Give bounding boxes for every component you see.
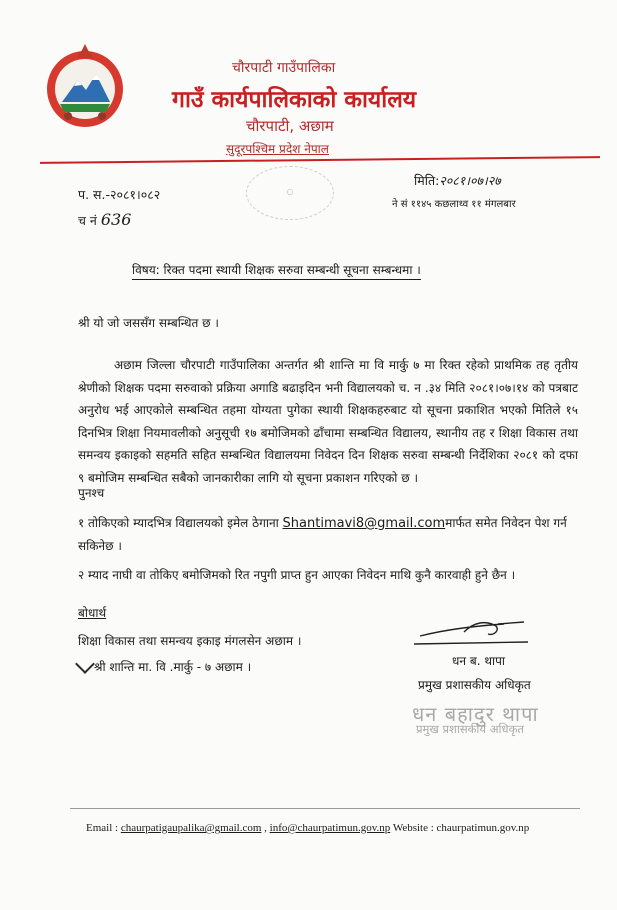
- org-province: सुदूरपश्चिम प्रदेश नेपाल: [226, 142, 329, 156]
- website-link[interactable]: chaurpatimun.gov.np: [436, 822, 530, 834]
- footer-separator: ,: [261, 822, 270, 834]
- title-stamp: प्रमुख प्रशासकीय अधिकृत: [416, 722, 524, 736]
- reference-number: प. स.-२०८१।०८२: [78, 187, 161, 202]
- postscript-item-1-text: १ तोकिएको म्यादभित्र विद्यालयको इमेल ठेगाना: [78, 516, 283, 530]
- cc-item-2: [78, 657, 251, 675]
- postscript-item-1: [78, 512, 578, 557]
- signature-icon: [404, 612, 532, 652]
- government-emblem-icon: [40, 42, 130, 132]
- date-value: २०८१।०७।२७: [439, 173, 501, 188]
- postscript-item-1-rest: मार्फत समेत निवेदन पेश गर्न सकिनेछ ।: [78, 516, 567, 553]
- school-email-link[interactable]: Shantimavi8@gmail.com: [282, 516, 446, 531]
- body-paragraph: अछाम जिल्ला चौरपाटी गाउँपालिका अन्तर्गत श्री शान्ति मा वि मार्कु ७ मा रिक्त रहेको प्राथमिक तह तृतीय श्रेणीको शिक्षक पदमा सरुवाको प्रक्रिया अगाडि बढाइदिन भनी विद्यालयको च. न .३४ मिति २०८१।०७।१४ को पत्रबाट अनुरोध भई आएकोले सम्बन्धित तहमा योग्यता पुगेका स्थायी शिक्षकहरुबाट यो सूचना प्रकाशित भएको मितिले १५ दिनभित्र शिक्षा नियमावलीको अनुसूची १७ बमोजिमको ढाँचामा सम्बन्धित विद्यालय, स्थानीय तह र शिक्षा विकास तथा समन्वय इकाइको सहमति सहित सम्बन्धित विद्यालयमा निवेदन दिन शिक्षक सरुवा सम्बन्धी निर्देशिका २०८१ को दफा ९ बमोजिम सम्बन्धित सबैको जानकारीका लागि यो सूचना प्रकाशन गरिएको छ ।: [78, 358, 578, 485]
- checkmark-icon: [75, 654, 95, 674]
- subject: विषय: रिक्त पदमा स्थायी शिक्षक सरुवा सम्बन्धी सूचना सम्बन्धमा ।: [132, 261, 421, 280]
- nepal-sambat-date: ने सं ११४५ कछलाथ्व ११ मंगलबार: [392, 199, 516, 210]
- email-link-2[interactable]: info@chaurpatimun.gov.np: [269, 822, 391, 834]
- signatory-title: प्रमुख प्रशासकीय अधिकृत: [418, 678, 531, 692]
- cc-item-1: शिक्षा विकास तथा समन्वय इकाइ मंगलसेन अछाम ।: [78, 634, 302, 648]
- org-location: चौरपाटी, अछाम: [246, 117, 334, 135]
- date-label: मिति:: [414, 173, 440, 188]
- name-stamp: धन बहादुर थापा: [412, 702, 539, 726]
- faint-stamp-icon: ○: [246, 166, 334, 220]
- org-title: गाउँ कार्यपालिकाको कार्यालय: [172, 87, 417, 113]
- footer-contact: [86, 822, 529, 834]
- cc-item-2-text: श्री शान्ति मा. वि .मार्कु - ७ अछाम ।: [94, 660, 252, 674]
- signatory-name: धन ब. थापा: [452, 654, 506, 668]
- website-label: Website :: [390, 822, 437, 834]
- date: [414, 172, 501, 189]
- postscript-heading: पुनश्च: [78, 486, 105, 500]
- email-label: Email :: [86, 822, 121, 834]
- cc-heading: बोधार्थ: [78, 606, 107, 620]
- dispatch-value: 636: [100, 210, 132, 229]
- email-link-1[interactable]: chaurpatigaupalika@gmail.com: [120, 822, 262, 834]
- addressee: श्री यो जो जससँग सम्बन्धित छ ।: [78, 316, 219, 330]
- dispatch-number: [78, 210, 131, 229]
- org-line-1: चौरपाटी गाउँपालिका: [232, 60, 336, 76]
- dispatch-label: च नं: [78, 213, 97, 228]
- header-divider: [40, 156, 600, 164]
- footer-divider: [70, 808, 580, 809]
- postscript-item-2: २ म्याद नाघी वा तोकिए बमोजिमको रित नपुगी प्राप्त हुन आएका निवेदन माथि कुनै कारवाही हुने छैन ।: [78, 568, 516, 582]
